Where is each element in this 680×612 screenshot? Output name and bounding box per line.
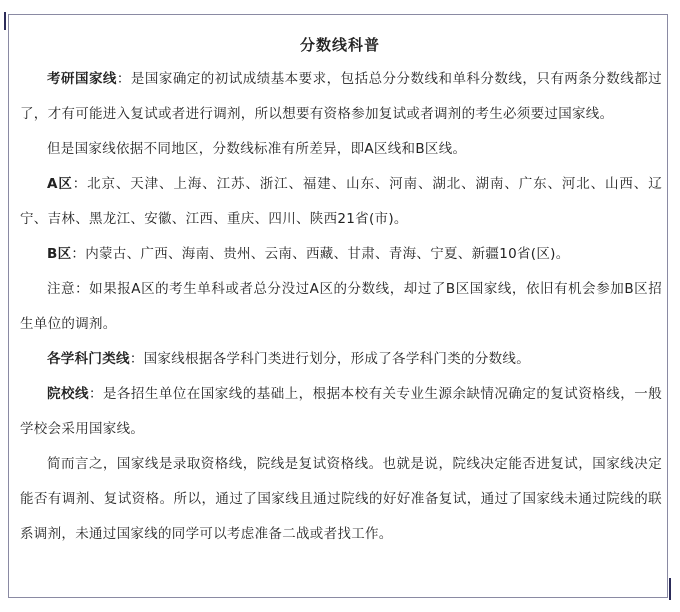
term-label: A区 <box>47 176 73 192</box>
paragraph-national-line: 考研国家线：是国家确定的初试成绩基本要求，包括总分分数线和单科分数线，只有两条分数线都过了，才有可能进入复试或者进行调剂，所以想要有资格参加复试或者调剂的考生必须要过国家线。 <box>20 71 662 122</box>
paragraph-discipline-line: 各学科门类线：国家线根据各学科门类进行划分，形成了各学科门类的分数线。 <box>47 351 531 367</box>
paragraph-text: 是各招生单位在国家线的基础上，根据本校有关专业生源余缺情况确定的复试资格线，一般学校会采用国家线。 <box>20 386 662 437</box>
paragraph-a-region: A区：北京、天津、上海、江苏、浙江、福建、山东、河南、湖北、湖南、广东、河北、山西、辽宁、吉林、黑龙江、安徽、江西、重庆、四川、陕西21省(市)。 <box>20 176 662 227</box>
corner-mark-bottom-right <box>669 578 671 600</box>
paragraph-text: 简而言之，国家线是录取资格线，院线是复试资格线。也就是说，院线决定能否进复试，国家线决定能否有调剂、复试资格。所以，通过了国家线且通过院线的好好准备复试，通过了国家线未通过院线的联系调剂，未通过国家线的同学可以考虑准备二战或者找工作。 <box>20 456 662 542</box>
corner-mark-top-left <box>4 12 6 30</box>
paragraph-summary <box>20 447 662 552</box>
paragraph-text: 注意：如果报A区的考生单科或者总分没过A区的分数线，却过了B区国家线，依旧有机会参加B区招生单位的调剂。 <box>20 281 662 332</box>
paragraph-text: 是国家确定的初试成绩基本要求，包括总分分数线和单科分数线，只有两条分数线都过了，才有可能进入复试或者进行调剂，所以想要有资格参加复试或者调剂的考生必须要过国家线。 <box>20 71 662 122</box>
term-label: B区 <box>47 246 72 262</box>
paragraph-school-line: 院校线：是各招生单位在国家线的基础上，根据本校有关专业生源余缺情况确定的复试资格线，一般学校会采用国家线。 <box>20 386 662 437</box>
paragraph-text: 但是国家线依据不同地区，分数线标准有所差异，即A区线和B区线。 <box>47 141 467 157</box>
term-label: 各学科门类线 <box>47 351 130 367</box>
term-label: 院校线 <box>47 386 89 402</box>
term-label: 考研国家线 <box>47 71 117 87</box>
paragraph-text: 北京、天津、上海、江苏、浙江、福建、山东、河南、湖北、湖南、广东、河北、山西、辽宁、吉林、黑龙江、安徽、江西、重庆、四川、陕西21省(市)。 <box>20 176 662 227</box>
paragraph-text: 国家线根据各学科门类进行划分，形成了各学科门类的分数线。 <box>143 351 531 367</box>
paragraph-region-difference <box>20 132 662 167</box>
article-body <box>20 62 662 552</box>
paragraph-note <box>20 272 662 342</box>
page-title: 分数线科普 <box>299 36 380 54</box>
paragraph-text: 内蒙古、广西、海南、贵州、云南、西藏、甘肃、青海、宁夏、新疆10省(区)。 <box>85 246 570 262</box>
paragraph-b-region: B区：内蒙古、广西、海南、贵州、云南、西藏、甘肃、青海、宁夏、新疆10省(区)。 <box>47 246 570 262</box>
